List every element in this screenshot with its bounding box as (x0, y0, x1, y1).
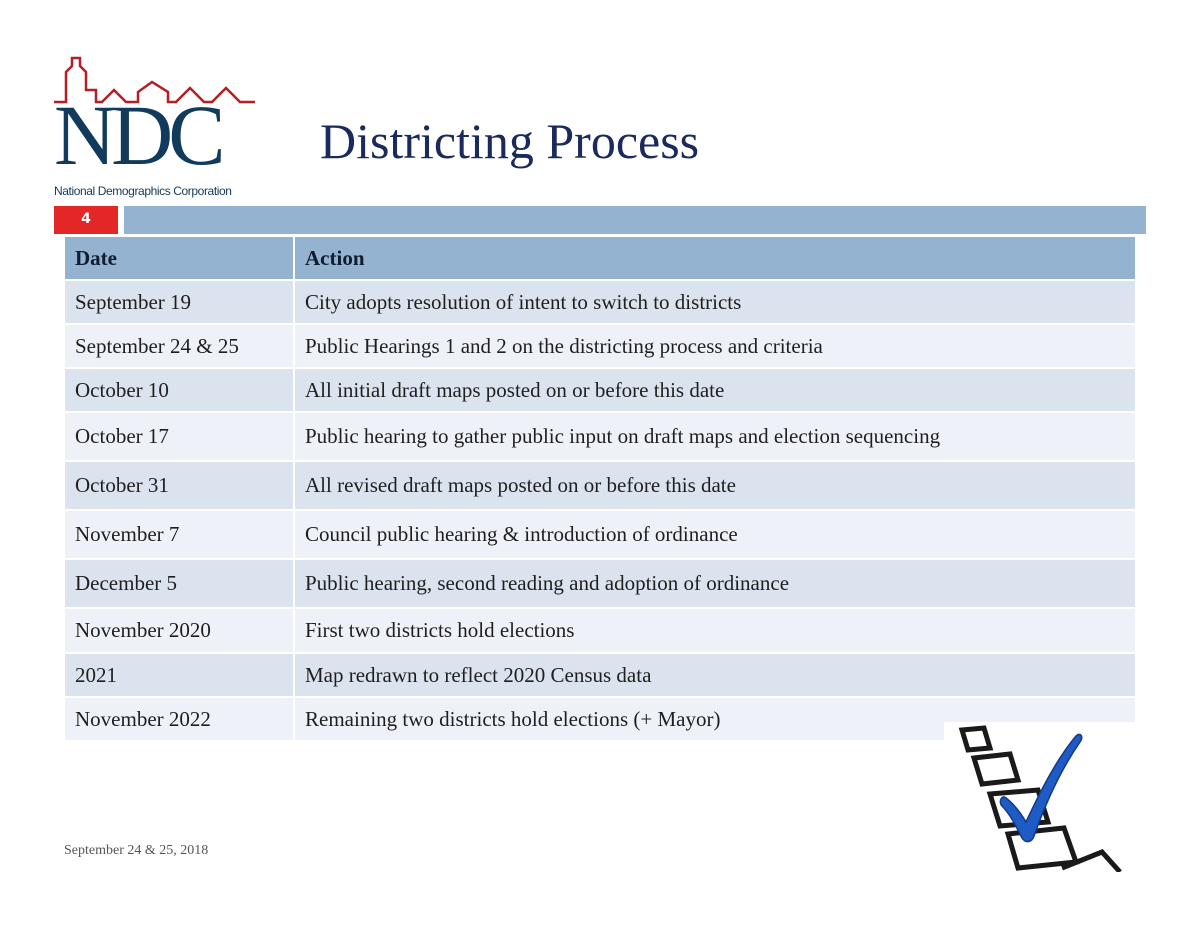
row-action: City adopts resolution of intent to switch to districts (294, 280, 1136, 324)
row-date: September 24 & 25 (64, 324, 294, 368)
footer-date: September 24 & 25, 2018 (64, 843, 209, 858)
row-date: October 17 (64, 412, 294, 461)
table-header-row (64, 236, 1136, 280)
logo-subtitle: National Demographics Corporation (54, 184, 232, 198)
row-action: Remaining two districts hold elections (+ Mayor) (294, 697, 1136, 741)
header-action: Action (294, 236, 1136, 280)
row-date: September 19 (64, 280, 294, 324)
row-date: 2021 (64, 653, 294, 697)
header-date: Date (64, 236, 294, 280)
row-action: Map redrawn to reflect 2020 Census data (294, 653, 1136, 697)
table-row (64, 461, 1136, 510)
checklist-icon (944, 722, 1144, 872)
row-date: November 2020 (64, 608, 294, 653)
slide-title: Districting Process (320, 113, 700, 169)
table-row (64, 368, 1136, 412)
row-action: Public Hearings 1 and 2 on the districting process and criteria (294, 324, 1136, 368)
table-row (64, 412, 1136, 461)
row-date: October 31 (64, 461, 294, 510)
schedule-table (63, 235, 1137, 742)
table-row (64, 510, 1136, 559)
logo-wordmark: NDC (54, 87, 221, 183)
row-action: Public hearing to gather public input on draft maps and election sequencing (294, 412, 1136, 461)
header-bar (124, 206, 1146, 234)
table-row (64, 653, 1136, 697)
row-action: Council public hearing & introduction of ordinance (294, 510, 1136, 559)
row-action: All revised draft maps posted on or before this date (294, 461, 1136, 510)
row-date: October 10 (64, 368, 294, 412)
row-action: All initial draft maps posted on or before this date (294, 368, 1136, 412)
table-row (64, 559, 1136, 608)
row-action: Public hearing, second reading and adoption of ordinance (294, 559, 1136, 608)
table-row (64, 608, 1136, 653)
ndc-logo (52, 52, 257, 202)
row-date: November 7 (64, 510, 294, 559)
table-row (64, 280, 1136, 324)
row-date: December 5 (64, 559, 294, 608)
row-date: November 2022 (64, 697, 294, 741)
table-row (64, 324, 1136, 368)
row-action: First two districts hold elections (294, 608, 1136, 653)
slide-number-badge: 4 (54, 206, 118, 234)
